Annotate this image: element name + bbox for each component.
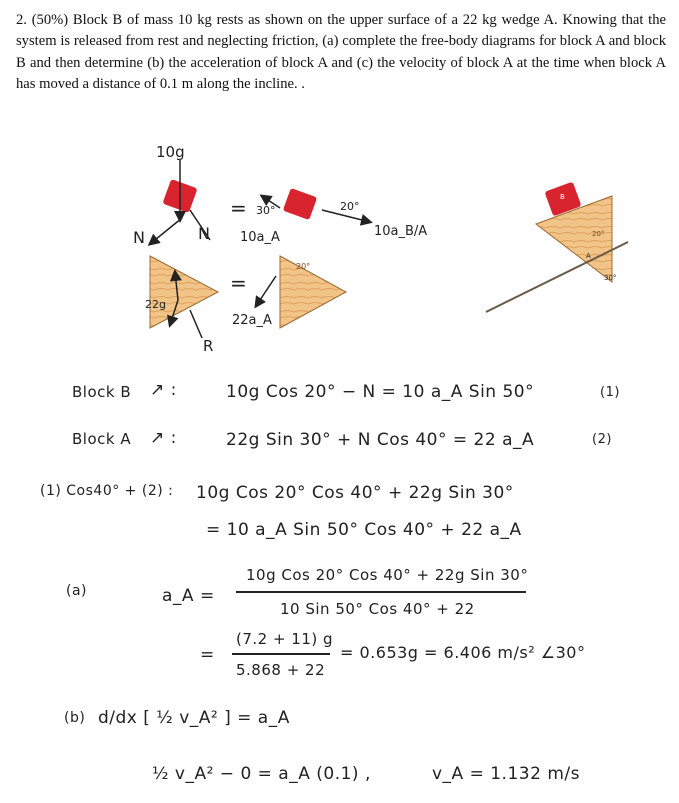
result-a: = 0.653g = 6.406 m/s² ∠30° bbox=[340, 643, 586, 662]
fbd-inertia-b-a: 10a_A bbox=[240, 230, 280, 245]
frac1-num: 10g Cos 20° Cos 40° + 22g Sin 30° bbox=[246, 566, 529, 584]
fbd-reaction: R bbox=[203, 337, 214, 355]
fbd-normal-right: N bbox=[198, 224, 210, 243]
energy-eq: ½ v_A² − 0 = a_A (0.1) , bbox=[152, 764, 371, 784]
eq1-dir: ↗ : bbox=[150, 380, 177, 400]
fbd-inertia-a: 22a_A bbox=[232, 313, 272, 328]
fbd-wedge-angle: 20° bbox=[296, 262, 311, 271]
part-a: (a) bbox=[66, 583, 88, 599]
frac1-den: 10 Sin 50° Cos 40° + 22 bbox=[280, 600, 475, 618]
ref-wedge-label: A bbox=[586, 252, 591, 260]
eq1: 10g Cos 20° − N = 10 a_A Sin 50° bbox=[226, 382, 535, 402]
eq2-dir: ↗ : bbox=[150, 428, 177, 448]
ref-block-label: B bbox=[560, 193, 565, 201]
eq1-num: (1) bbox=[600, 385, 620, 400]
ref-angle-20: 20° bbox=[592, 230, 605, 238]
a-equals: a_A = bbox=[162, 586, 215, 606]
frac2-den: 5.868 + 22 bbox=[236, 661, 326, 679]
eq1-label: Block B bbox=[72, 383, 132, 401]
eq2-label: Block A bbox=[72, 430, 132, 448]
fbd-inertia-b-rel: 10a_B/A bbox=[374, 224, 428, 239]
frac2-num: (7.2 + 11) g bbox=[236, 630, 334, 648]
problem-statement: 2. (50%) Block B of mass 10 kg rests as shown on the upper surface of a 22 kg wedge A. Knowing that the system is released from rest and neglecting friction, (a) complete the free-body diagrams for block A and block B and then determine (b) the acceleration of block A and (c) the velocity of block A at the time when block A has moved a distance of 0.1 m along the incline. . bbox=[16, 12, 666, 93]
eq2-num: (2) bbox=[592, 432, 612, 447]
frac2-bar bbox=[232, 653, 330, 655]
part-b: (b) bbox=[64, 710, 86, 726]
fbd-weight-a: 22g bbox=[145, 298, 166, 311]
eq-sign: = bbox=[200, 645, 215, 665]
result-v: v_A = 1.132 m/s bbox=[432, 764, 580, 784]
eq3: 10g Cos 20° Cos 40° + 22g Sin 30° bbox=[196, 483, 514, 503]
fbd-angle-20: 20° bbox=[340, 200, 360, 213]
fbd-angle-30: 30° bbox=[256, 204, 276, 217]
fbd-wedge-a bbox=[150, 256, 218, 338]
ref-angle-30: 30° bbox=[604, 274, 617, 282]
frac1-bar bbox=[236, 591, 526, 593]
derivative: d/dx [ ½ v_A² ] = a_A bbox=[98, 708, 290, 728]
eq2: 22g Sin 30° + N Cos 40° = 22 a_A bbox=[226, 430, 535, 450]
eq3-label: (1) Cos40° + (2) : bbox=[40, 483, 174, 499]
eq3b: = 10 a_A Sin 50° Cos 40° + 22 a_A bbox=[206, 520, 522, 540]
fbd-weight-b: 10g bbox=[156, 143, 185, 161]
reference-figure bbox=[486, 182, 628, 312]
fbd-equals-top: = bbox=[230, 196, 247, 220]
fbd-equals-bottom: = bbox=[230, 271, 247, 295]
fbd-normal-left: N bbox=[133, 228, 145, 247]
